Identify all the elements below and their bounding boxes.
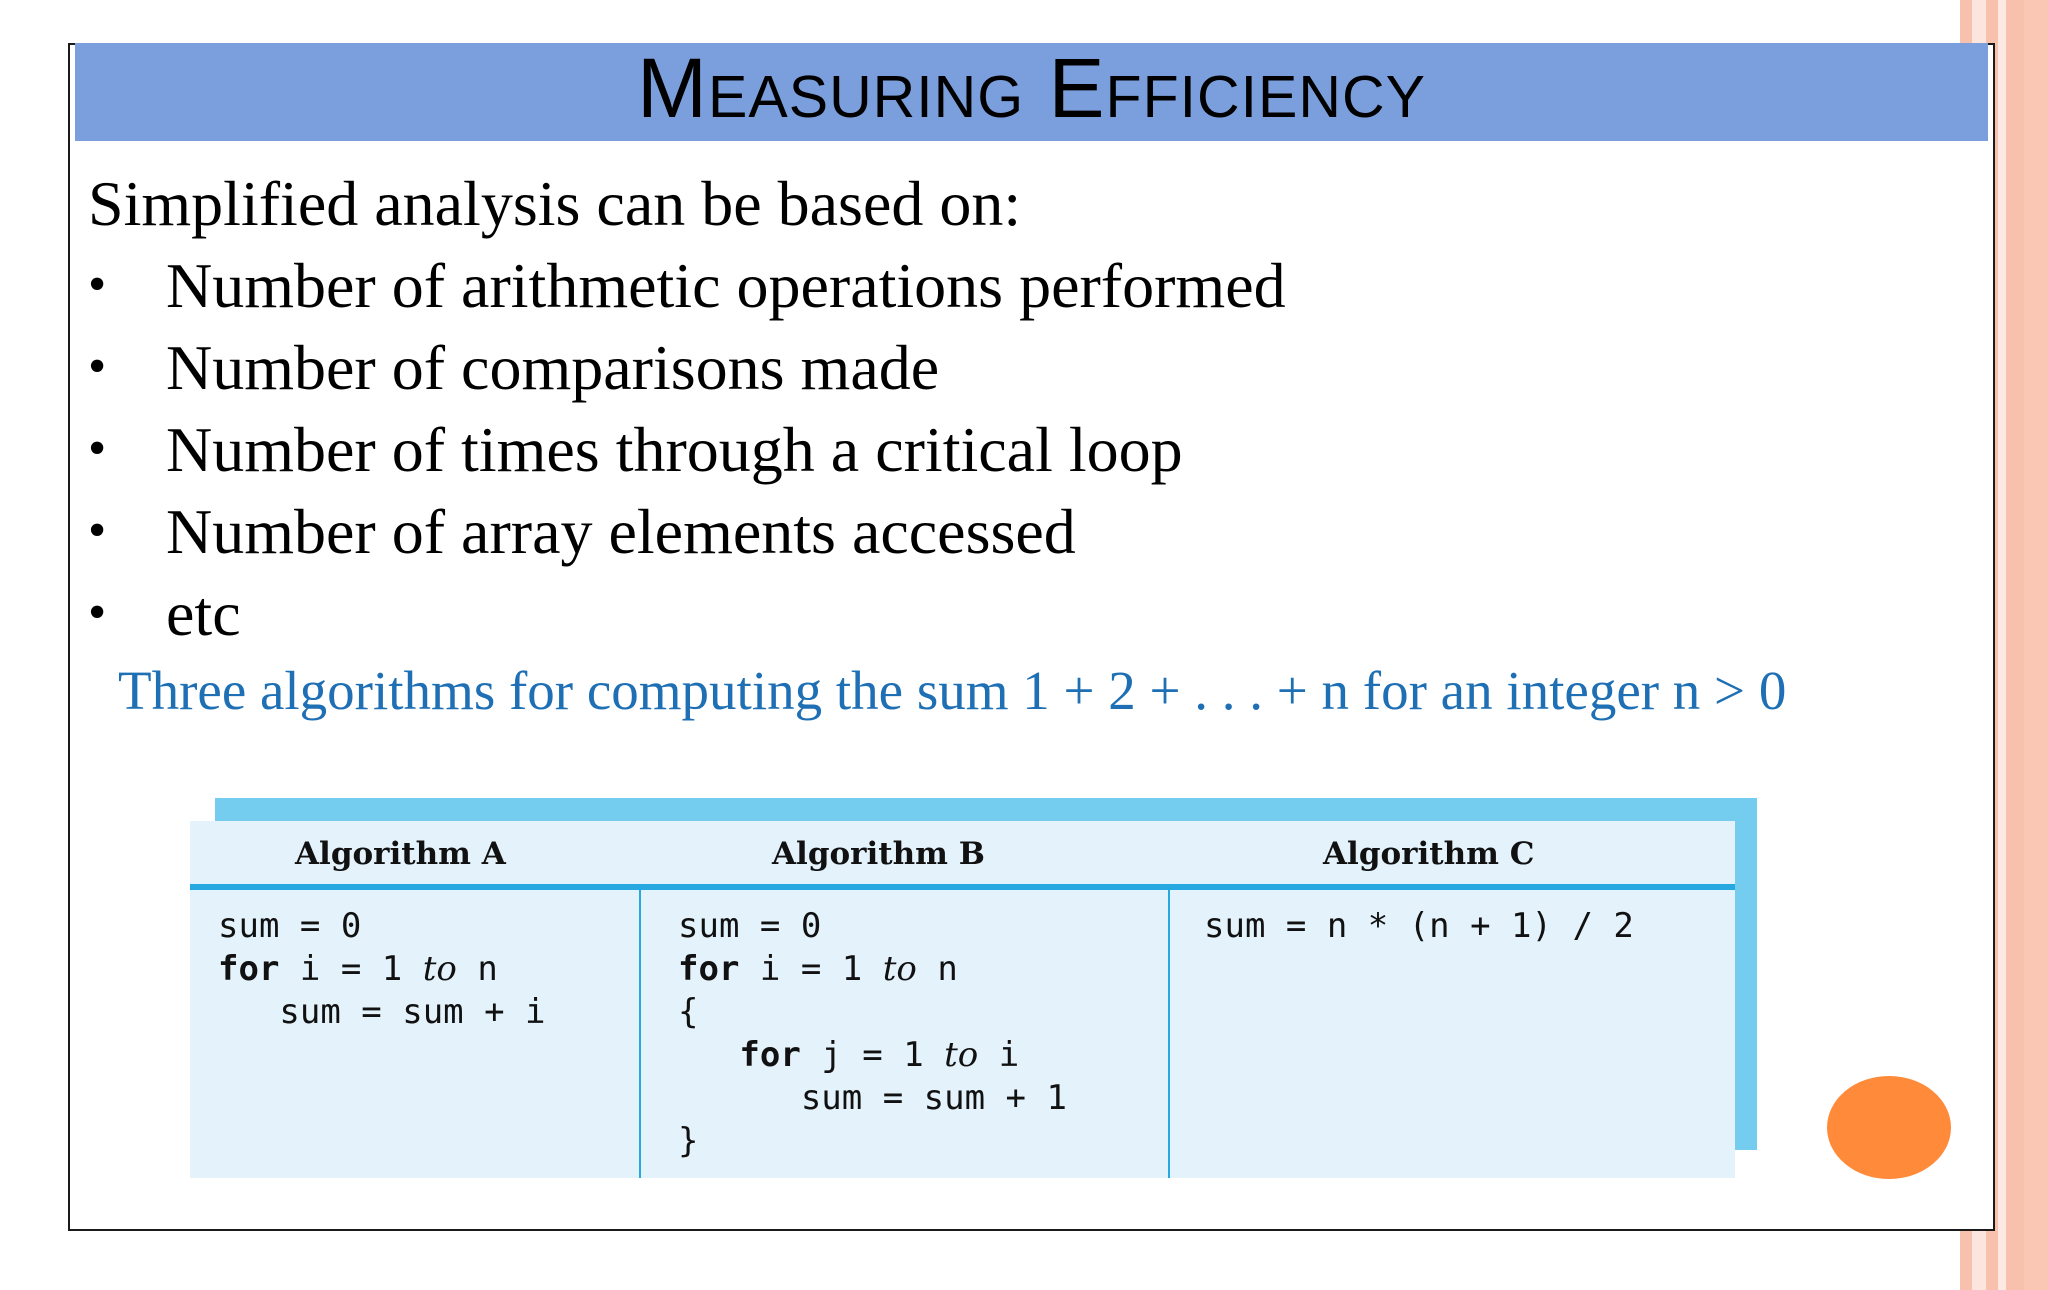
figure-caption: Three algorithms for computing the sum 1 + 2 + . . . + n for an integer n > 0	[118, 660, 1787, 721]
bullet-text: Number of times through a critical loop	[166, 414, 1183, 485]
code-algorithm-b	[678, 905, 1067, 1163]
code-keyword-to: to	[422, 949, 457, 989]
column-divider	[639, 890, 641, 1178]
bullet-icon: •	[88, 584, 107, 641]
header-algorithm-c: Algorithm C	[1323, 836, 1535, 872]
code-line: sum = n * (n + 1) / 2	[1204, 906, 1634, 946]
code-line: sum = 0	[678, 906, 822, 946]
code-line	[678, 1035, 739, 1075]
bullet-item	[88, 250, 1286, 336]
code-keyword-to: to	[882, 949, 917, 989]
code-line: j = 1	[800, 1035, 945, 1075]
code-line: n	[456, 949, 498, 989]
bullet-icon: •	[88, 338, 107, 395]
bullet-item	[88, 496, 1286, 582]
code-line: i = 1	[279, 949, 423, 989]
column-divider	[1168, 890, 1170, 1178]
bullet-icon: •	[88, 420, 107, 477]
bullet-text: etc	[166, 578, 241, 649]
side-stripe-edge	[2024, 0, 2048, 1290]
code-line: i = 1	[739, 949, 883, 989]
code-line: }	[678, 1121, 699, 1161]
code-line: sum = sum + i	[218, 992, 546, 1032]
bullet-item	[88, 578, 1286, 664]
bullet-icon: •	[88, 502, 107, 559]
code-line: {	[678, 992, 699, 1032]
bullet-text: Number of arithmetic operations performed	[166, 250, 1286, 321]
code-line: n	[916, 949, 958, 989]
code-keyword: for	[678, 949, 740, 989]
header-algorithm-b: Algorithm B	[772, 836, 985, 872]
table-header-rule	[190, 884, 1735, 890]
bullet-item	[88, 414, 1286, 500]
slide-title: Measuring Efficiency	[637, 41, 1426, 135]
bullet-list	[88, 250, 1286, 664]
title-bar	[75, 43, 1988, 141]
code-line: i	[978, 1035, 1020, 1075]
code-line: sum = sum + 1	[678, 1078, 1067, 1118]
code-line: sum = 0	[218, 906, 362, 946]
code-algorithm-a	[218, 905, 546, 1034]
code-algorithm-c	[1204, 905, 1634, 948]
intro-text: Simplified analysis can be based on:	[88, 168, 1022, 239]
side-stripe-highlight-2	[1998, 0, 2006, 1290]
code-keyword: for	[739, 1035, 801, 1075]
decorative-circle	[1827, 1076, 1951, 1179]
header-algorithm-a: Algorithm A	[295, 836, 506, 872]
code-keyword-to: to	[944, 1035, 979, 1075]
bullet-text: Number of comparisons made	[166, 332, 940, 403]
bullet-item	[88, 332, 1286, 418]
bullet-text: Number of array elements accessed	[166, 496, 1076, 567]
bullet-icon: •	[88, 256, 107, 313]
algorithm-table	[190, 821, 1735, 1178]
code-keyword: for	[218, 949, 280, 989]
